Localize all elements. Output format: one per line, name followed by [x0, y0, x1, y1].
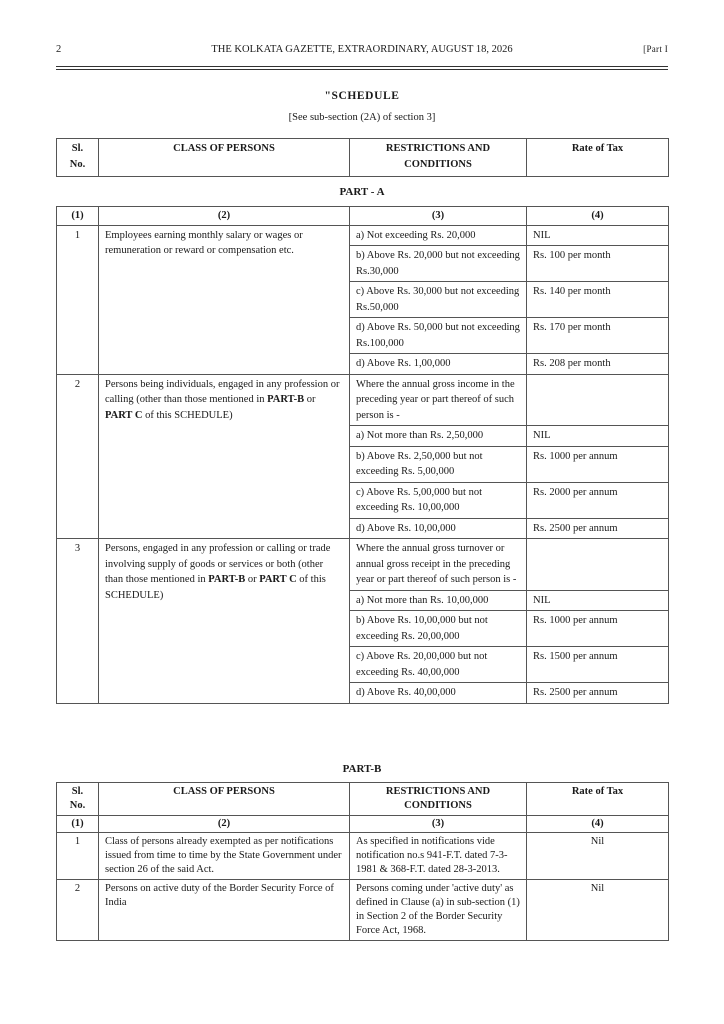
col-number: (3): [350, 816, 527, 833]
page-header: [56, 44, 668, 60]
serial-number: 1: [57, 225, 99, 374]
header-rule-bottom: [56, 69, 668, 70]
part-a-header-table: [56, 138, 669, 177]
table-row: [57, 880, 669, 941]
condition-cell: Where the annual gross income in the preceding year or part thereof of such person is -: [350, 374, 527, 426]
table-row: [57, 833, 669, 880]
col-header-rate: Rate of Tax: [527, 139, 669, 177]
rate-cell: [527, 374, 669, 426]
col-header-sl: Sl. No.: [57, 139, 99, 177]
rate-cell: Rs. 2500 per annum: [527, 683, 669, 704]
rate-cell: Rs. 1000 per annum: [527, 446, 669, 482]
serial-number: 2: [57, 880, 99, 941]
col-number: (4): [527, 207, 669, 226]
col-header-conditions: RESTRICTIONS AND CONDITIONS: [350, 783, 527, 816]
class-of-persons: Employees earning monthly salary or wages or remuneration or reward or compensation etc.: [99, 225, 350, 374]
column-number-row: [57, 207, 669, 226]
class-text: Persons, engaged in any profession or calling or trade involving supply of goods or services or both (other than those mentioned in: [105, 543, 331, 585]
rate-cell: Rs. 2500 per annum: [527, 518, 669, 539]
col-header-class: CLASS OF PERSONS: [99, 139, 350, 177]
class-of-persons: Class of persons already exempted as per notifications issued from time to time by the State Government under section 26 of the said Act.: [99, 833, 350, 880]
condition-cell: Persons coming under 'active duty' as defined in Clause (a) in sub-section (1) in Section 2 of the Border Security Force Act, 1968.: [350, 880, 527, 941]
col-number: (2): [99, 816, 350, 833]
condition-cell: a) Not more than Rs. 2,50,000: [350, 426, 527, 447]
condition-cell: b) Above Rs. 20,000 but not exceeding Rs.30,000: [350, 246, 527, 282]
class-text-bold: PART-B: [208, 574, 246, 585]
condition-cell: d) Above Rs. 40,00,000: [350, 683, 527, 704]
part-b-table: [56, 782, 669, 941]
gazette-title: THE KOLKATA GAZETTE, EXTRAORDINARY, AUGUST 18, 2026: [211, 44, 513, 55]
rate-cell: NIL: [527, 225, 669, 246]
col-number: (1): [57, 207, 99, 226]
class-of-persons: [99, 374, 350, 539]
rate-cell: Rs. 170 per month: [527, 318, 669, 354]
col-header-conditions: RESTRICTIONS AND CONDITIONS: [350, 139, 527, 177]
part-b-header-row: [57, 783, 669, 816]
col-number: (2): [99, 207, 350, 226]
condition-cell: a) Not more than Rs. 10,00,000: [350, 590, 527, 611]
part-a-label: PART - A: [339, 186, 385, 198]
rate-cell: Nil: [527, 833, 669, 880]
col-number: (4): [527, 816, 669, 833]
schedule-subtitle: [See sub-section (2A) of section 3]: [288, 112, 436, 123]
condition-cell: Where the annual gross turnover or annual gross receipt in the preceding year or part thereof of such person is -: [350, 539, 527, 591]
condition-cell: b) Above Rs. 10,00,000 but not exceeding Rs. 20,00,000: [350, 611, 527, 647]
part-indicator: [Part I: [643, 44, 668, 54]
rate-cell: Rs. 1500 per annum: [527, 647, 669, 683]
class-text: or: [245, 574, 260, 585]
condition-cell: b) Above Rs. 2,50,000 but not exceeding Rs. 5,00,000: [350, 446, 527, 482]
rate-cell: Rs. 208 per month: [527, 354, 669, 375]
class-text-bold: PART-B: [267, 394, 305, 405]
class-text: Persons being individuals, engaged in any profession or calling (other than those mentioned in: [105, 378, 340, 405]
condition-cell: c) Above Rs. 30,000 but not exceeding Rs.50,000: [350, 282, 527, 318]
rate-cell: Rs. 2000 per annum: [527, 482, 669, 518]
rate-cell: [527, 539, 669, 591]
page-number: 2: [56, 44, 62, 55]
class-of-persons: [99, 539, 350, 704]
col-number: (3): [350, 207, 527, 226]
class-of-persons: Persons on active duty of the Border Security Force of India: [99, 880, 350, 941]
rate-cell: Rs. 1000 per annum: [527, 611, 669, 647]
table-row: [57, 374, 669, 426]
condition-cell: c) Above Rs. 5,00,000 but not exceeding Rs. 10,00,000: [350, 482, 527, 518]
condition-cell: d) Above Rs. 1,00,000: [350, 354, 527, 375]
column-number-row: [57, 816, 669, 833]
class-text-bold: PART C: [259, 574, 297, 585]
col-number: (1): [57, 816, 99, 833]
rate-cell: NIL: [527, 426, 669, 447]
condition-cell: As specified in notifications vide notification no.s 941-F.T. dated 7-3-1981 & 368-F.T. dated 28-3-2013.: [350, 833, 527, 880]
schedule-title: "SCHEDULE: [324, 90, 400, 102]
serial-number: 1: [57, 833, 99, 880]
class-text: of this SCHEDULE): [142, 409, 233, 421]
rate-cell: Nil: [527, 880, 669, 941]
condition-cell: d) Above Rs. 10,00,000: [350, 518, 527, 539]
col-header-rate: Rate of Tax: [527, 783, 669, 816]
serial-number: 3: [57, 539, 99, 704]
class-text: or: [304, 394, 316, 405]
table-row: [57, 539, 669, 591]
rate-cell: NIL: [527, 590, 669, 611]
col-header-sl: Sl. No.: [57, 783, 99, 816]
rate-cell: Rs. 100 per month: [527, 246, 669, 282]
condition-cell: a) Not exceeding Rs. 20,000: [350, 225, 527, 246]
serial-number: 2: [57, 374, 99, 539]
condition-cell: d) Above Rs. 50,000 but not exceeding Rs.100,000: [350, 318, 527, 354]
table-row: [57, 225, 669, 246]
part-a-table: [56, 206, 669, 704]
class-text-bold: PART C: [105, 409, 143, 421]
part-b-label: PART-B: [342, 763, 382, 775]
header-rule-top: [56, 66, 668, 67]
col-header-class: CLASS OF PERSONS: [99, 783, 350, 816]
condition-cell: c) Above Rs. 20,00,000 but not exceeding Rs. 40,00,000: [350, 647, 527, 683]
rate-cell: Rs. 140 per month: [527, 282, 669, 318]
class-text: of this SCHEDULE): [105, 574, 326, 601]
